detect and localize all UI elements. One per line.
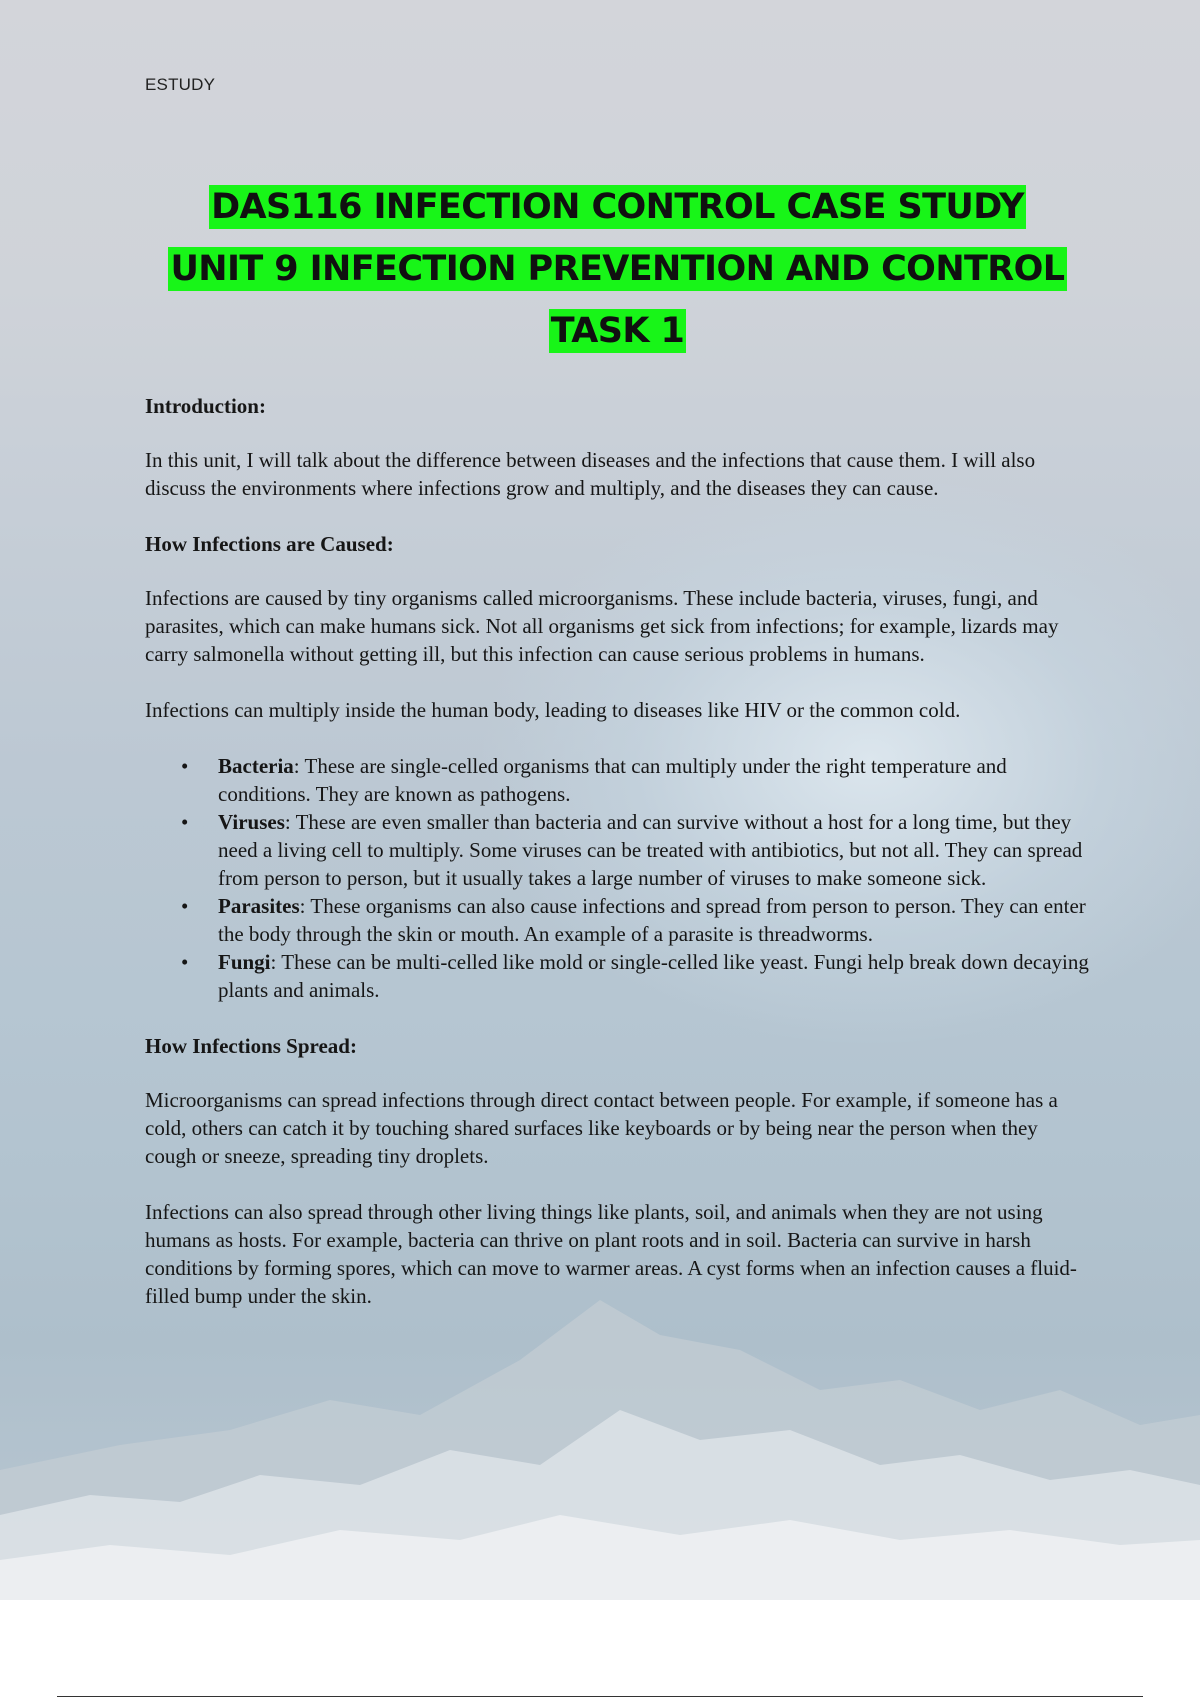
list-item-term: Viruses [218, 810, 285, 834]
list-item-text: : These organisms can also cause infections and spread from person to person. They can enter the body through the skin or mouth. An example of a parasite is threadworms. [218, 894, 1086, 946]
list-item [181, 948, 1090, 1004]
list-item-term: Bacteria [218, 754, 294, 778]
introduction-paragraph: In this unit, I will talk about the difference between diseases and the infections that cause them. I will also discuss the environments where infections grow and multiply, and the diseases they can cause. [145, 448, 1036, 500]
infections-caused-heading: How Infections are Caused: [145, 532, 394, 556]
infections-spread-heading: How Infections Spread: [145, 1034, 357, 1058]
page-divider [57, 1696, 1143, 1697]
microorganism-list [145, 752, 1090, 1004]
bullet-icon: • [181, 894, 189, 918]
introduction-heading: Introduction: [145, 394, 266, 418]
title-line-3: TASK 1 [550, 311, 685, 351]
bullet-icon: • [181, 810, 189, 834]
list-item [181, 808, 1090, 892]
infections-spread-other-paragraph: Infections can also spread through other living things like plants, soil, and animals when they are not using humans as hosts. For example, bacteria can thrive on plant roots and in soil. Bacteria can survive in harsh conditions by forming spores, which can move to warmer areas. A cyst forms when an infection causes a fluid-filled bump under the skin. [145, 1200, 1077, 1308]
bullet-icon: • [181, 950, 189, 974]
title-line-2: UNIT 9 INFECTION PREVENTION AND CONTROL [170, 249, 1065, 289]
list-item [181, 752, 1090, 808]
list-item-term: Parasites [218, 894, 300, 918]
document-body [145, 392, 1090, 1338]
infections-spread-paragraph: Microorganisms can spread infections through direct contact between people. For example, if someone has a cold, others can catch it by touching shared surfaces like keyboards or by being near the person when they cough or sneeze, spreading tiny droplets. [145, 1088, 1058, 1168]
header-label: ESTUDY [145, 75, 216, 94]
document-title [0, 176, 1200, 362]
list-item-term: Fungi [218, 950, 271, 974]
list-item-text: : These are even smaller than bacteria and can survive without a host for a long time, but they need a living cell to multiply. Some viruses can be treated with antibiotics, but not all. They can spread from person to person, but it usually takes a large number of viruses to make someone sick. [218, 810, 1083, 890]
list-item-text: : These are single-celled organisms that can multiply under the right temperature and conditions. They are known as pathogens. [218, 754, 1007, 806]
infections-multiply-paragraph: Infections can multiply inside the human body, leading to diseases like HIV or the common cold. [145, 698, 961, 722]
infections-caused-paragraph: Infections are caused by tiny organisms called microorganisms. These include bacteria, viruses, fungi, and parasites, which can make humans sick. Not all organisms get sick from infections; for example, lizards may carry salmonella without getting ill, but this infection can cause serious problems in humans. [145, 586, 1059, 666]
list-item [181, 892, 1090, 948]
title-line-1: DAS116 INFECTION CONTROL CASE STUDY [211, 187, 1024, 227]
bullet-icon: • [181, 754, 189, 778]
list-item-text: : These can be multi-celled like mold or single-celled like yeast. Fungi help break down decaying plants and animals. [218, 950, 1089, 1002]
